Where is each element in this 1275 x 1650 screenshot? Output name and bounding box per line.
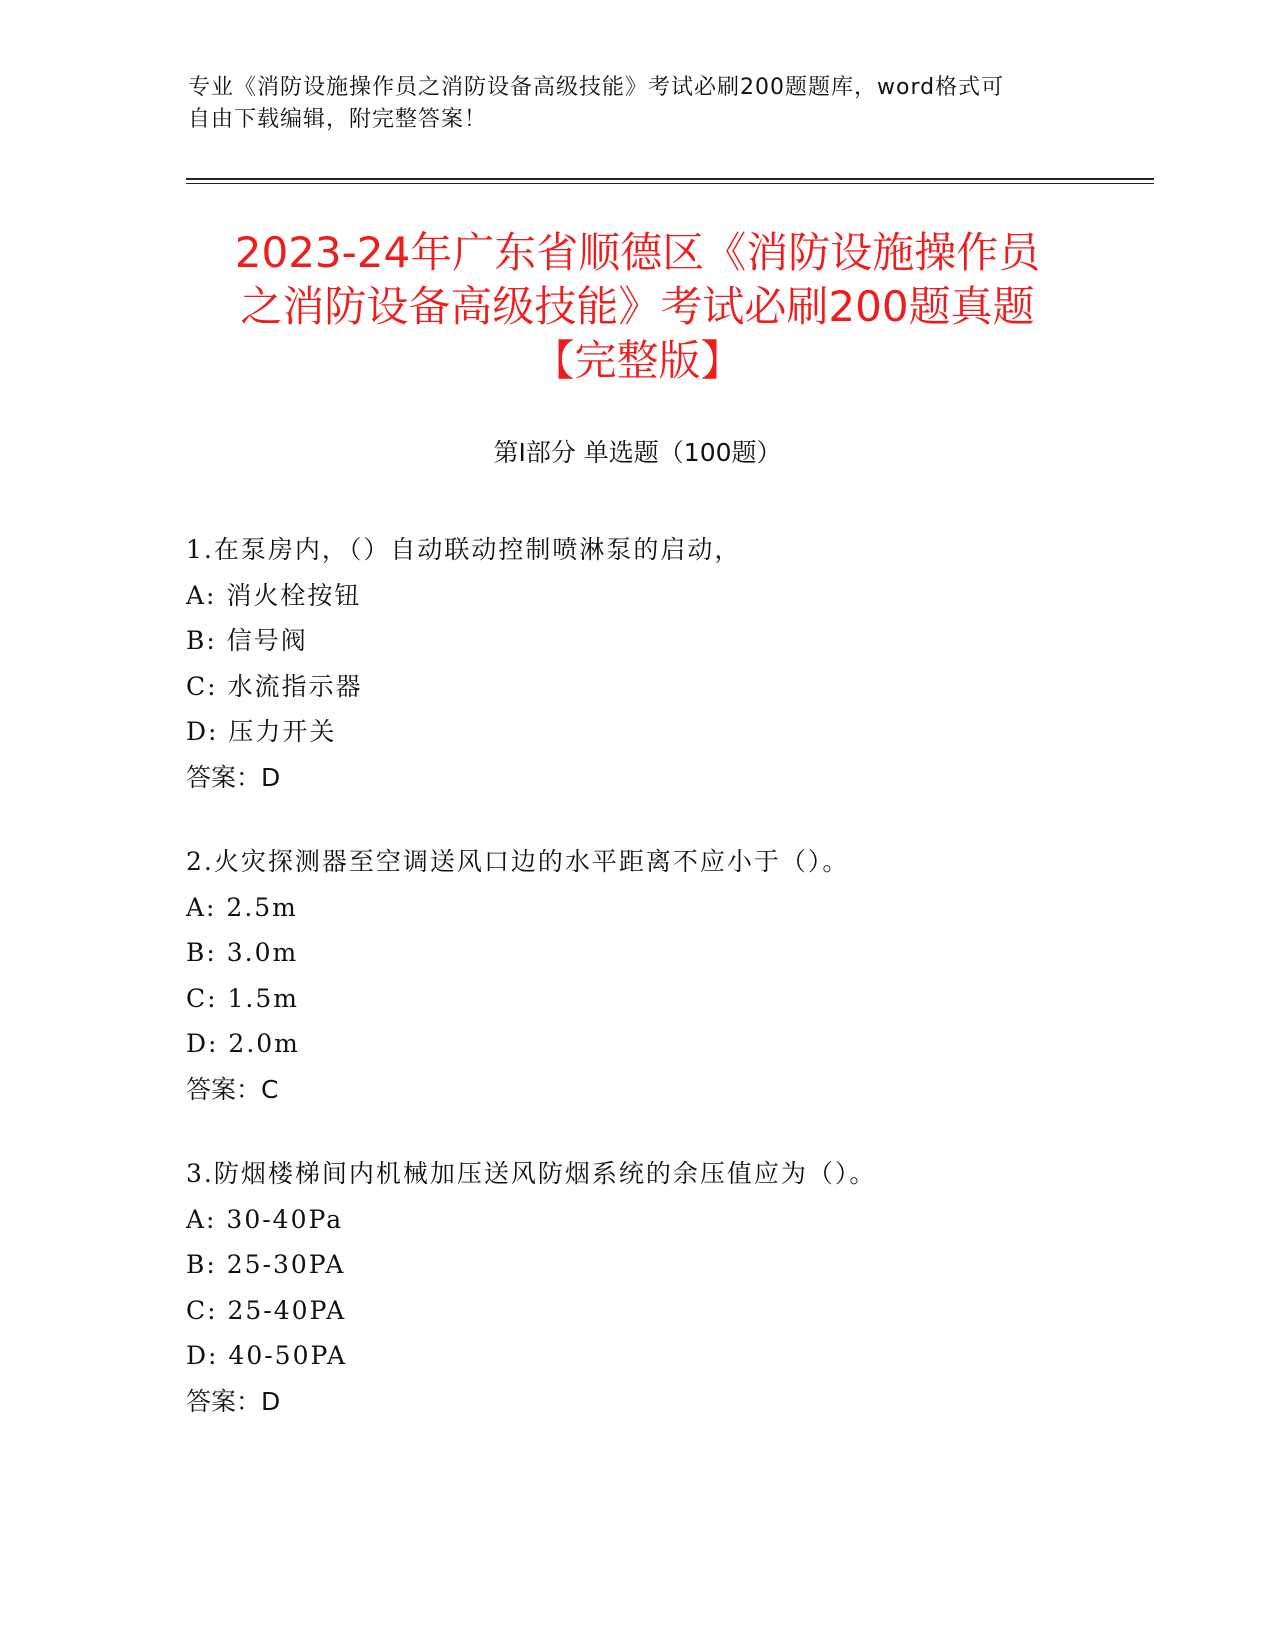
header-divider-thin bbox=[186, 183, 1154, 184]
question-3 bbox=[186, 1151, 1186, 1424]
option-b: B: 信号阀 bbox=[186, 626, 308, 655]
answer-label: 答案：D bbox=[186, 1386, 281, 1416]
question-stem: 3.防烟楼梯间内机械加压送风防烟系统的余压值应为（）。 bbox=[186, 1159, 877, 1188]
option-d: D: 40-50PA bbox=[186, 1341, 348, 1370]
document-title-line-2: 之消防设备高级技能》考试必刷200题真题 bbox=[240, 282, 1035, 331]
question-2 bbox=[186, 839, 1186, 1112]
header-divider-thick bbox=[186, 178, 1154, 180]
question-stem: 2.火灾探测器至空调送风口边的水平距离不应小于（）。 bbox=[186, 847, 850, 876]
option-a: A: 2.5m bbox=[186, 892, 298, 922]
option-a: A: 消火栓按钮 bbox=[186, 580, 362, 610]
question-1 bbox=[186, 527, 1186, 800]
answer-label: 答案：D bbox=[186, 762, 281, 792]
section-heading: 第Ⅰ部分 单选题（100题） bbox=[493, 438, 782, 467]
option-d: D: 2.0m bbox=[186, 1029, 300, 1058]
question-stem: 1.在泵房内，（）自动联动控制喷淋泵的启动， bbox=[186, 535, 742, 564]
option-c: C: 水流指示器 bbox=[186, 671, 363, 701]
document-title bbox=[150, 226, 1125, 388]
header-note bbox=[188, 72, 1088, 136]
option-c: C: 25-40PA bbox=[186, 1295, 347, 1325]
option-d: D: 压力开关 bbox=[186, 717, 337, 746]
option-b: B: 25-30PA bbox=[186, 1250, 346, 1279]
document-title-line-1: 2023-24年广东省顺德区《消防设施操作员 bbox=[234, 228, 1041, 277]
option-a: A: 30-40Pa bbox=[186, 1204, 344, 1234]
header-note-line-2: 自由下载编辑，附完整答案！ bbox=[188, 107, 488, 132]
question-list bbox=[186, 527, 1186, 1463]
document-title-line-3: 【完整版】 bbox=[532, 336, 743, 385]
option-c: C: 1.5m bbox=[186, 983, 299, 1013]
option-b: B: 3.0m bbox=[186, 938, 299, 967]
header-note-line-1: 专业《消防设施操作员之消防设备高级技能》考试必刷200题题库，word格式可 bbox=[188, 75, 1005, 100]
answer-label: 答案：C bbox=[186, 1074, 279, 1104]
